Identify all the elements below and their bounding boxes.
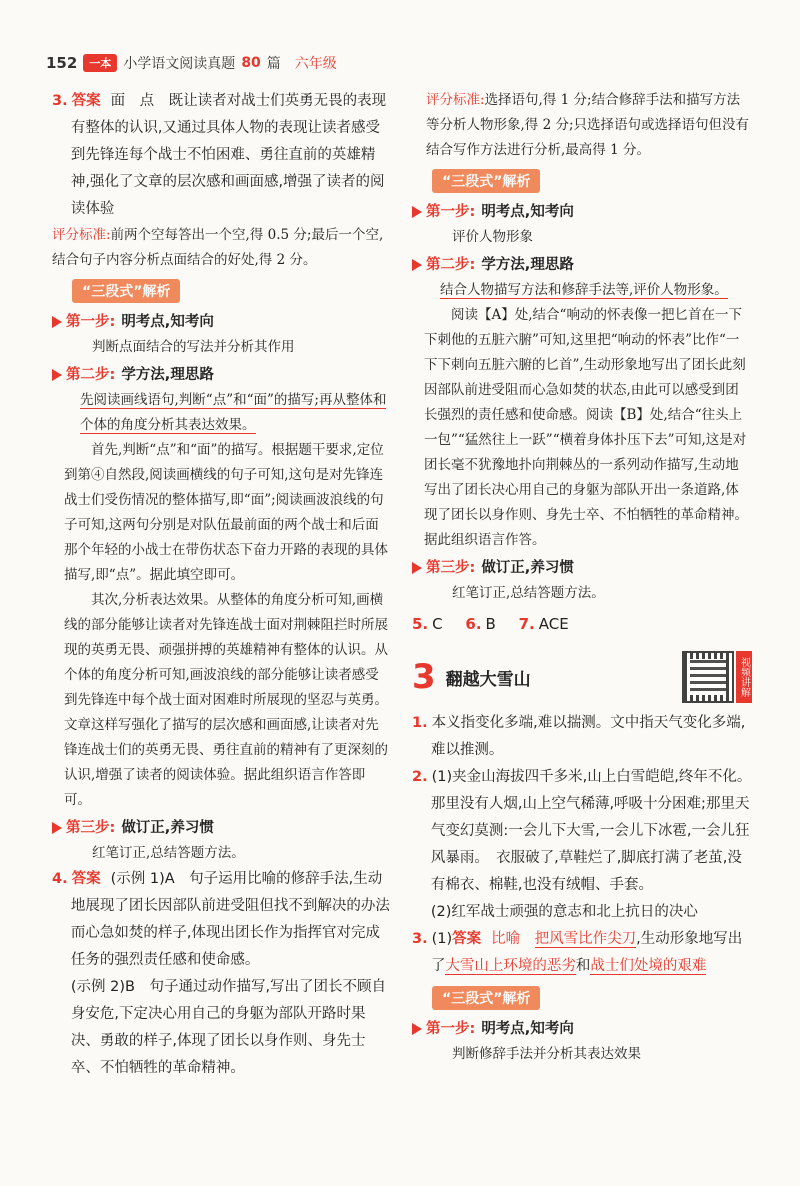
q4-rubric bbox=[412, 88, 752, 163]
q4-answer bbox=[52, 866, 392, 974]
page-header bbox=[46, 50, 337, 76]
step-3 bbox=[52, 815, 392, 841]
step-1 bbox=[52, 309, 392, 335]
grade-label: 六年级 bbox=[294, 56, 337, 72]
section-header bbox=[412, 652, 752, 702]
arrow-icon bbox=[412, 259, 422, 271]
step-label: 第三步: bbox=[66, 820, 116, 836]
step-2 bbox=[412, 252, 752, 278]
arrow-icon bbox=[412, 1023, 422, 1035]
step-name: 明考点,知考向 bbox=[121, 314, 214, 330]
step-label: 第一步: bbox=[426, 1021, 476, 1037]
s2-number: 2. bbox=[412, 769, 428, 785]
q7-number: 7. bbox=[518, 615, 535, 633]
q4-number: 4. bbox=[52, 871, 68, 887]
q6-number: 6. bbox=[465, 615, 482, 633]
three-step-tag: “三段式”解析 bbox=[432, 169, 540, 193]
q3-number: 3. bbox=[52, 93, 68, 109]
left-column bbox=[52, 88, 392, 1146]
s3-answer-3: 大雪山上环境的恶劣 bbox=[445, 958, 576, 974]
rubric-text: 选择语句,得 1 分;结合修辞手法和描写方法等分析人物形象,得 2 分;只选择语句或选择语句但没有结合写作方法进行分析,最高得 1 分。 bbox=[426, 92, 750, 158]
section-title: 翻越大雪山 bbox=[445, 669, 531, 690]
step-name: 做订正,养习惯 bbox=[121, 820, 214, 836]
step-label: 第三步: bbox=[426, 560, 476, 576]
series-title: 小学语文阅读真题 bbox=[123, 56, 236, 72]
rubric-label: 评分标准: bbox=[52, 227, 111, 243]
page-number: 152 bbox=[46, 54, 78, 72]
analysis-paragraph: 阅读【A】处,结合“响动的怀表像一把匕首在一下下刺他的五脏六腑”可知,这里把“响动的怀表”比作“一下下刺向五脏六腑的匕首”,生动形象地写出了团长此刻因部队前进受阻而心急如焚的状态,由此可以感受到团长强烈的责任感和使命感。阅读【B】处,结合“往头上一包”“猛然往上一跃”“横着身体扑压下去”可知,这是对团长毫不犹豫地扑向荆棘丛的一系列动作描写,生动地写出了团长决心用自己的身躯为部队开出一条道路,体现了团长以身作则、身先士卒、不怕牺牲的革命精神。据此组织语言作答。 bbox=[424, 307, 748, 548]
qr-code-icon[interactable] bbox=[682, 651, 734, 703]
q5-number: 5. bbox=[412, 615, 429, 633]
q3-answer-text: 面 点 既让读者对战士们英勇无畏的表现有整体的认识,又通过具体人物的表现让读者感受到先锋连每个战士不怕困难、勇往直前的英雄精神,强化了文章的层次感和画面感,增强了读者的阅读体验 bbox=[70, 93, 387, 217]
step-name: 做订正,养习惯 bbox=[481, 560, 574, 576]
answer-label: 答案 bbox=[71, 871, 101, 887]
step-2 bbox=[52, 362, 392, 388]
s1-number: 1. bbox=[412, 715, 428, 731]
answer-label: 答案 bbox=[71, 93, 101, 109]
step-1 bbox=[412, 199, 752, 225]
step-2-body bbox=[52, 388, 392, 438]
analysis-paragraph-2: 其次,分析表达效果。从整体的角度分析可知,画横线的部分能够让读者对先锋连战士面对荆棘阻拦时所展现的英勇无畏、顽强拼搏的英雄精神有整体的认识。从个体的角度分析可知,画波浪线的部分能够让读者感受到先锋连中每个战士面对困难时所展现的坚忍与英勇。文章这样写强化了描写的层次感和画面感,让读者对先锋连战士们的英勇无畏、勇往直前的精神有了更深刻的认识,增强了读者的阅读体验。据此组织语言作答即可。 bbox=[64, 592, 388, 808]
q7-answer: ACE bbox=[538, 615, 569, 633]
s3-number: 3. bbox=[412, 931, 428, 947]
s2-answer bbox=[412, 764, 752, 899]
step-label: 第一步: bbox=[66, 314, 116, 330]
section-number: 3 bbox=[412, 657, 436, 697]
s3-prefix: (1) bbox=[431, 931, 453, 947]
s2-text-1: (1)夹金山海拔四千多米,山上白雪皑皑,终年不化。那里没有人烟,山上空气稀薄,呼吸十分困难;那里天气变幻莫测:一会儿下大雪,一会儿下冰雹,一会儿狂风暴雨。 衣服破了,草鞋烂了,脚底打满了老茧,没有棉衣、棉鞋,也没有绒帽、手套。 bbox=[430, 769, 752, 893]
s3-answer bbox=[412, 926, 752, 980]
right-column bbox=[412, 88, 752, 1146]
q6-answer: B bbox=[485, 615, 496, 633]
step-1-body: 评价人物形象 bbox=[452, 229, 533, 245]
step-1 bbox=[412, 1016, 752, 1042]
step-name: 明考点,知考向 bbox=[481, 204, 574, 220]
step-2-body bbox=[412, 278, 752, 303]
q3-answer bbox=[52, 88, 392, 223]
arrow-icon bbox=[52, 316, 62, 328]
video-explanation-label: 视频讲解 bbox=[736, 651, 752, 703]
rubric-label: 评分标准: bbox=[426, 92, 485, 108]
step-2-body-text: 结合人物描写方法和修辞手法等,评价人物形象。 bbox=[440, 282, 728, 298]
brand-logo: 一本 bbox=[83, 54, 117, 72]
q5-answer: C bbox=[432, 615, 443, 633]
step-name: 学方法,理思路 bbox=[121, 367, 214, 383]
s3-answer-1: 比喻 bbox=[491, 931, 521, 947]
series-unit: 篇 bbox=[266, 56, 281, 72]
s3-answer-2: 把风雪比作尖刀 bbox=[534, 931, 637, 947]
step-1-body: 判断修辞手法并分析其表达效果 bbox=[452, 1046, 641, 1062]
step-3-body: 红笔订正,总结答题方法。 bbox=[92, 845, 245, 861]
step-3-body: 红笔订正,总结答题方法。 bbox=[452, 585, 605, 601]
multiple-choice-answers bbox=[412, 610, 752, 638]
s1-answer bbox=[412, 710, 752, 764]
answer-label: 答案 bbox=[452, 931, 482, 947]
q4-example-2: (示例 2)B 句子通过动作描写,写出了团长不顾自身安危,下定决心用自己的身躯为部队开路时果决、勇敢的样子,体现了团长以身作则、身先士卒、不怕牺牲的革命精神。 bbox=[70, 979, 387, 1076]
s3-answer-4: 战士们处境的艰难 bbox=[590, 958, 707, 974]
arrow-icon bbox=[412, 206, 422, 218]
analysis-paragraph-1: 首先,判断“点”和“面”的描写。根据题干要求,定位到第④自然段,阅读画横线的句子可知,这句是对先锋连战士们受伤情况的整体描写,即“面”;阅读画波浪线的句子可知,这两句分别是对队伍最前面的两个战士和后面那个年轻的小战士在带伤状态下奋力开路的表现的具体描写,即“点”。据此填空即可。 bbox=[64, 442, 388, 583]
s2-text-2: (2)红军战士顽强的意志和北上抗日的决心 bbox=[430, 904, 698, 920]
q3-rubric bbox=[52, 223, 392, 273]
step-2-body-text: 先阅读画线语句,判断“点”和“面”的描写;再从整体和个体的角度分析其表达效果。 bbox=[80, 392, 387, 433]
step-label: 第二步: bbox=[426, 257, 476, 273]
rubric-text: 前两个空每答出一个空,得 0.5 分;最后一个空,结合句子内容分析点面结合的好处,得 2 分。 bbox=[52, 227, 384, 268]
s3-and: 和 bbox=[575, 958, 591, 974]
three-step-tag: “三段式”解析 bbox=[432, 986, 540, 1010]
step-label: 第二步: bbox=[66, 367, 116, 383]
step-name: 学方法,理思路 bbox=[481, 257, 574, 273]
step-3 bbox=[412, 555, 752, 581]
s3-mid-text: ,生动形象地写出了 bbox=[430, 931, 743, 974]
s1-text: 本义指变化多端,难以揣测。文中指天气变化多端,难以推测。 bbox=[430, 715, 746, 758]
three-step-tag: “三段式”解析 bbox=[72, 279, 180, 303]
arrow-icon bbox=[412, 562, 422, 574]
q4-example-1: (示例 1)A 句子运用比喻的修辞手法,生动地展现了团长因部队前进受阻但找不到解决的办法而心急如焚的样子,体现出团长作为指挥官对完成任务的强烈责任感和使命感。 bbox=[70, 871, 390, 968]
arrow-icon bbox=[52, 369, 62, 381]
step-label: 第一步: bbox=[426, 204, 476, 220]
arrow-icon bbox=[52, 822, 62, 834]
step-1-body: 判断点面结合的写法并分析其作用 bbox=[92, 339, 295, 355]
series-count: 80 bbox=[241, 55, 261, 71]
step-name: 明考点,知考向 bbox=[481, 1021, 574, 1037]
